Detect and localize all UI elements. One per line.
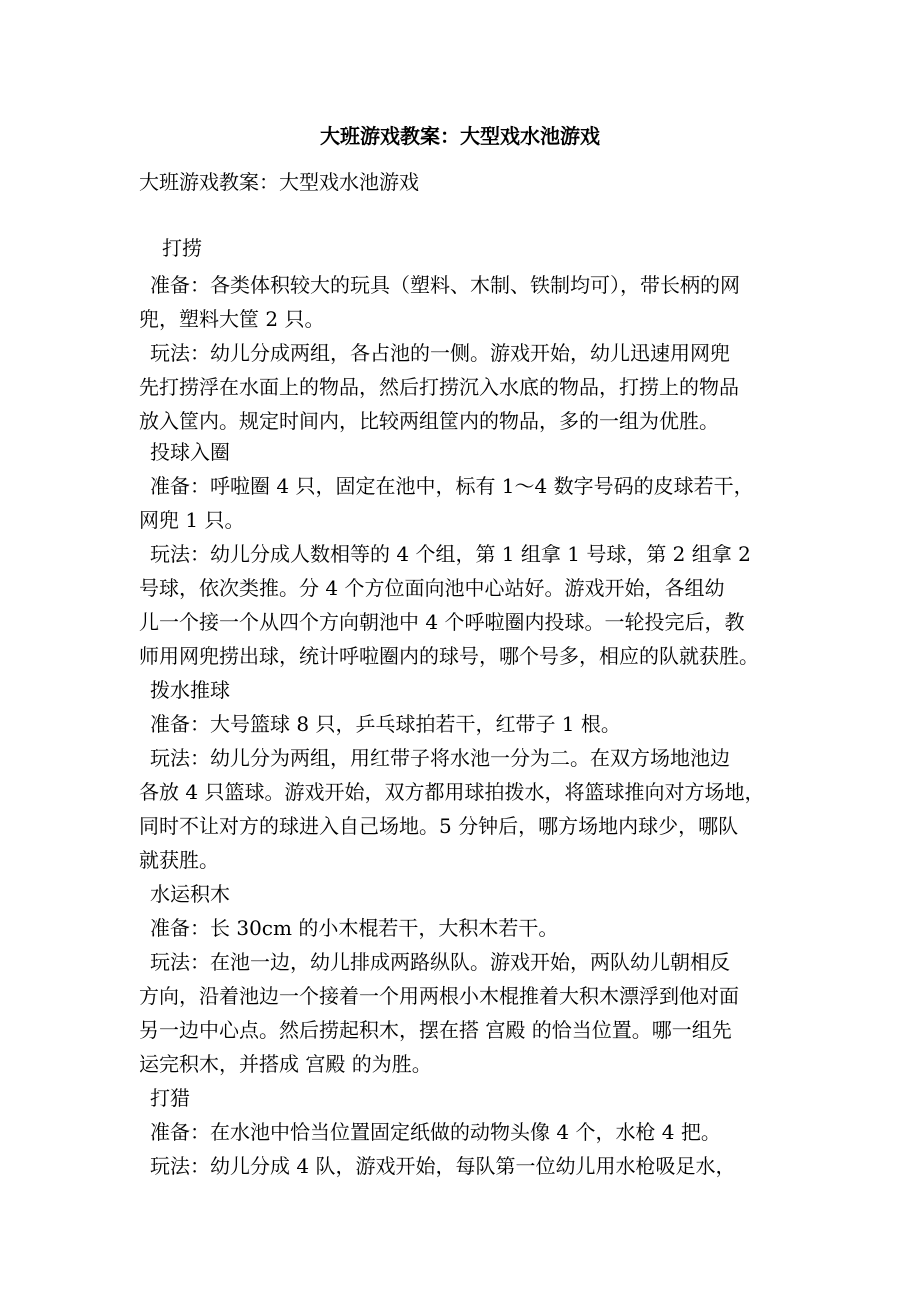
play-line: 就获胜。 — [139, 848, 219, 872]
prep-line: 准备：呼啦圈 4 只，固定在池中，标有 1～4 数字号码的皮球若干， — [150, 474, 754, 498]
play-line: 运完积木，并搭成 宫殿 的为胜。 — [139, 1052, 432, 1076]
prep-line: 准备：长 30cm 的小木棍若干，大积木若干。 — [150, 916, 559, 940]
section-heading: 水运积木 — [150, 882, 230, 906]
play-line: 师用网兜捞出球，统计呼啦圈内的球号，哪个号多，相应的队就获胜。 — [139, 644, 759, 668]
play-line: 另一边中心点。然后捞起积木，摆在搭 宫殿 的恰当位置。哪一组先 — [139, 1018, 732, 1042]
play-line: 各放 4 只篮球。游戏开始，双方都用球拍拨水，将篮球推向对方场地， — [139, 780, 765, 804]
play-line: 玩法：幼儿分成两组，各占池的一侧。游戏开始，幼儿迅速用网兜 — [150, 341, 730, 365]
play-line: 玩法：在池一边，幼儿排成两路纵队。游戏开始，两队幼儿朝相反 — [150, 950, 730, 974]
section-heading: 拨水推球 — [150, 678, 230, 702]
play-line: 放入筐内。规定时间内，比较两组筐内的物品，多的一组为优胜。 — [139, 409, 719, 433]
play-line: 玩法：幼儿分为两组，用红带子将水池一分为二。在双方场地池边 — [150, 746, 730, 770]
play-line: 先打捞浮在水面上的物品，然后打捞沉入水底的物品，打捞上的物品 — [139, 375, 739, 399]
prep-line: 准备：在水池中恰当位置固定纸做的动物头像 4 个，水枪 4 把。 — [150, 1120, 721, 1144]
play-line: 同时不让对方的球进入自己场地。5 分钟后，哪方场地内球少，哪队 — [139, 814, 739, 838]
prep-line: 网兜 1 只。 — [139, 508, 245, 532]
section-heading: 投球入圈 — [150, 440, 230, 464]
prep-line: 兜，塑料大筐 2 只。 — [139, 307, 325, 331]
section-heading: 打捞 — [162, 236, 202, 260]
play-line: 玩法：幼儿分成 4 队，游戏开始，每队第一位幼儿用水枪吸足水， — [150, 1154, 736, 1178]
section-heading: 打猎 — [150, 1086, 190, 1110]
document-title: 大班游戏教案：大型戏水池游戏 — [320, 124, 600, 148]
play-line: 号球，依次类推。分 4 个方位面向池中心站好。游戏开始，各组幼 — [139, 576, 725, 600]
prep-line: 准备：各类体积较大的玩具（塑料、木制、铁制均可），带长柄的网 — [150, 273, 740, 297]
prep-line: 准备：大号篮球 8 只，乒乓球拍若干，红带子 1 根。 — [150, 712, 621, 736]
play-line: 玩法：幼儿分成人数相等的 4 个组，第 1 组拿 1 号球，第 2 组拿 2 — [150, 542, 751, 566]
document-subtitle: 大班游戏教案：大型戏水池游戏 — [139, 170, 419, 194]
play-line: 方向，沿着池边一个接着一个用两根小木棍推着大积木漂浮到他对面 — [139, 984, 739, 1008]
play-line: 儿一个接一个从四个方向朝池中 4 个呼啦圈内投球。一轮投完后，教 — [139, 610, 745, 634]
